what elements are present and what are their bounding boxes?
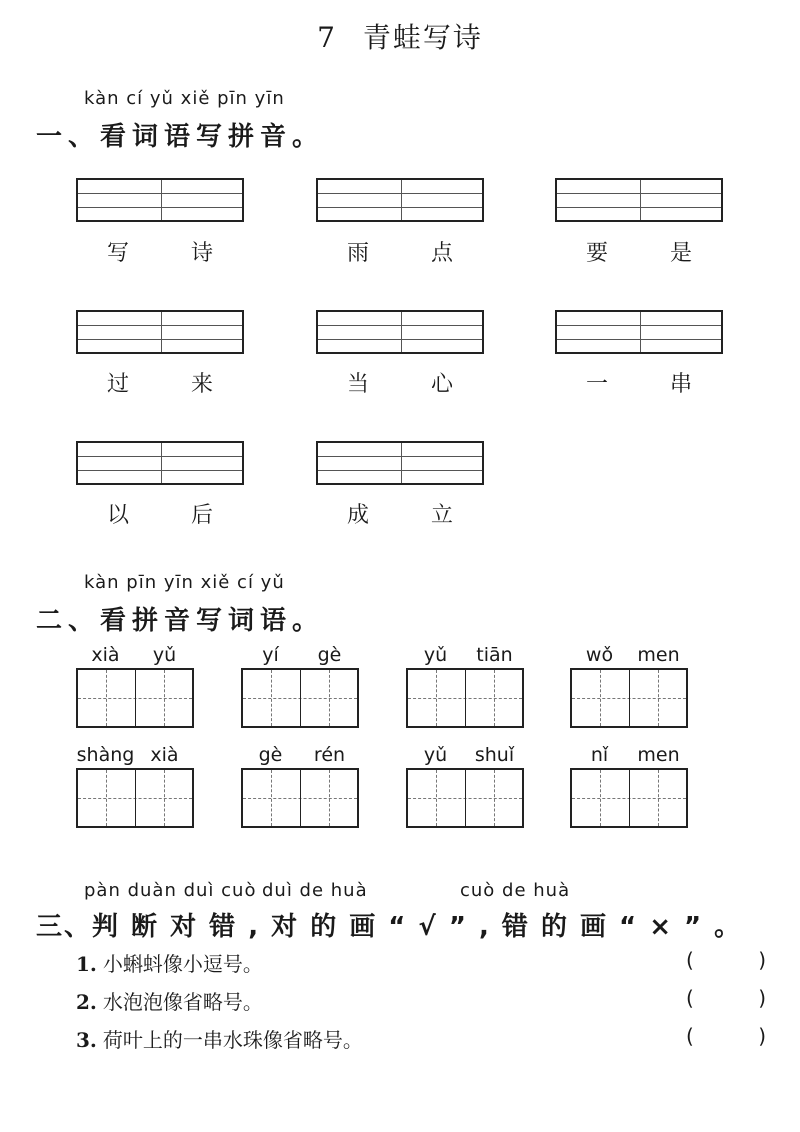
pinyin-label: [241, 744, 359, 768]
syllable: rén: [313, 744, 346, 766]
char: 是: [669, 241, 692, 266]
syllable: yǔ: [423, 644, 448, 666]
tianzi-grid[interactable]: [76, 768, 194, 828]
pinyin-label: [76, 644, 194, 668]
section3-pinyin-b: duì de huà: [262, 880, 368, 901]
question-text: 小蝌蚪像小逗号。: [102, 952, 263, 976]
word-chars: [316, 367, 484, 397]
char: 来: [190, 372, 213, 397]
pinyin-box[interactable]: [76, 310, 244, 354]
pinyin-box[interactable]: [76, 178, 244, 222]
section1-title: 一、看词语写拼音。: [36, 122, 325, 152]
section2-title: 二、看拼音写词语。: [36, 606, 325, 636]
pinyin-label: [570, 644, 688, 668]
syllable: shuǐ: [474, 744, 515, 766]
char: 心: [430, 372, 453, 397]
syllable: shàng: [76, 744, 135, 766]
pinyin-label: [406, 744, 524, 768]
question-text: 水泡泡像省略号。: [102, 990, 263, 1014]
char: 写: [106, 241, 129, 266]
syllable: yǔ: [423, 744, 448, 766]
word-chars: [76, 367, 244, 397]
question-number: 2.: [76, 990, 97, 1014]
question-1: [76, 948, 263, 977]
char: 当: [346, 372, 369, 397]
pinyin-box[interactable]: [555, 178, 723, 222]
paren-close: ): [758, 1024, 766, 1048]
word-chars: [555, 367, 723, 397]
syllable: gè: [317, 644, 342, 666]
tianzi-grid[interactable]: [406, 768, 524, 828]
section3-pinyin-a: pàn duàn duì cuò: [84, 880, 257, 901]
pinyin-box[interactable]: [76, 441, 244, 485]
syllable: nǐ: [590, 744, 609, 766]
section2-pinyin: kàn pīn yīn xiě cí yǔ: [84, 572, 285, 593]
tianzi-grid[interactable]: [76, 668, 194, 728]
char: 以: [106, 503, 129, 528]
section3-pinyin-c: cuò de huà: [460, 880, 571, 901]
char: 过: [106, 372, 129, 397]
syllable: tiān: [476, 644, 513, 666]
pinyin-label: [76, 744, 194, 768]
char: 诗: [190, 241, 213, 266]
paren-open: (: [686, 986, 694, 1010]
page-title: [0, 16, 800, 56]
pinyin-label: [406, 644, 524, 668]
question-text: 荷叶上的一串水珠像省略号。: [102, 1028, 363, 1052]
tianzi-grid[interactable]: [406, 668, 524, 728]
word-chars: [316, 236, 484, 266]
lesson-title: 青蛙写诗: [362, 21, 483, 54]
paren-close: ): [758, 986, 766, 1010]
tianzi-grid[interactable]: [570, 768, 688, 828]
paren-close: ): [758, 948, 766, 972]
pinyin-label: [570, 744, 688, 768]
syllable: men: [637, 744, 680, 766]
pinyin-label: [241, 644, 359, 668]
syllable: wǒ: [585, 644, 614, 666]
char: 后: [190, 503, 213, 528]
syllable: men: [637, 644, 680, 666]
char: 成: [346, 503, 369, 528]
pinyin-box[interactable]: [316, 310, 484, 354]
pinyin-box[interactable]: [316, 441, 484, 485]
tianzi-grid[interactable]: [241, 768, 359, 828]
syllable: yí: [262, 644, 279, 666]
char: 要: [585, 241, 608, 266]
paren-open: (: [686, 948, 694, 972]
char: 串: [669, 372, 692, 397]
char: 点: [430, 241, 453, 266]
question-2: [76, 986, 263, 1015]
syllable: gè: [258, 744, 283, 766]
question-number: 3.: [76, 1028, 97, 1052]
syllable: yǔ: [152, 644, 177, 666]
section1-pinyin: kàn cí yǔ xiě pīn yīn: [84, 88, 285, 109]
word-chars: [316, 498, 484, 528]
char: 一: [585, 372, 608, 397]
char: 立: [430, 503, 453, 528]
word-chars: [555, 236, 723, 266]
section3-title: 三、判 断 对 错 , 对 的 画 “ √ ” , 错 的 画 “ × ” 。: [36, 912, 743, 942]
word-chars: [76, 236, 244, 266]
char: 雨: [346, 241, 369, 266]
syllable: xià: [150, 744, 179, 766]
word-chars: [76, 498, 244, 528]
tianzi-grid[interactable]: [241, 668, 359, 728]
syllable: xià: [91, 644, 120, 666]
pinyin-box[interactable]: [316, 178, 484, 222]
pinyin-box[interactable]: [555, 310, 723, 354]
paren-open: (: [686, 1024, 694, 1048]
question-number: 1.: [76, 952, 97, 976]
lesson-number: 7: [317, 21, 337, 54]
question-3: [76, 1024, 363, 1053]
tianzi-grid[interactable]: [570, 668, 688, 728]
